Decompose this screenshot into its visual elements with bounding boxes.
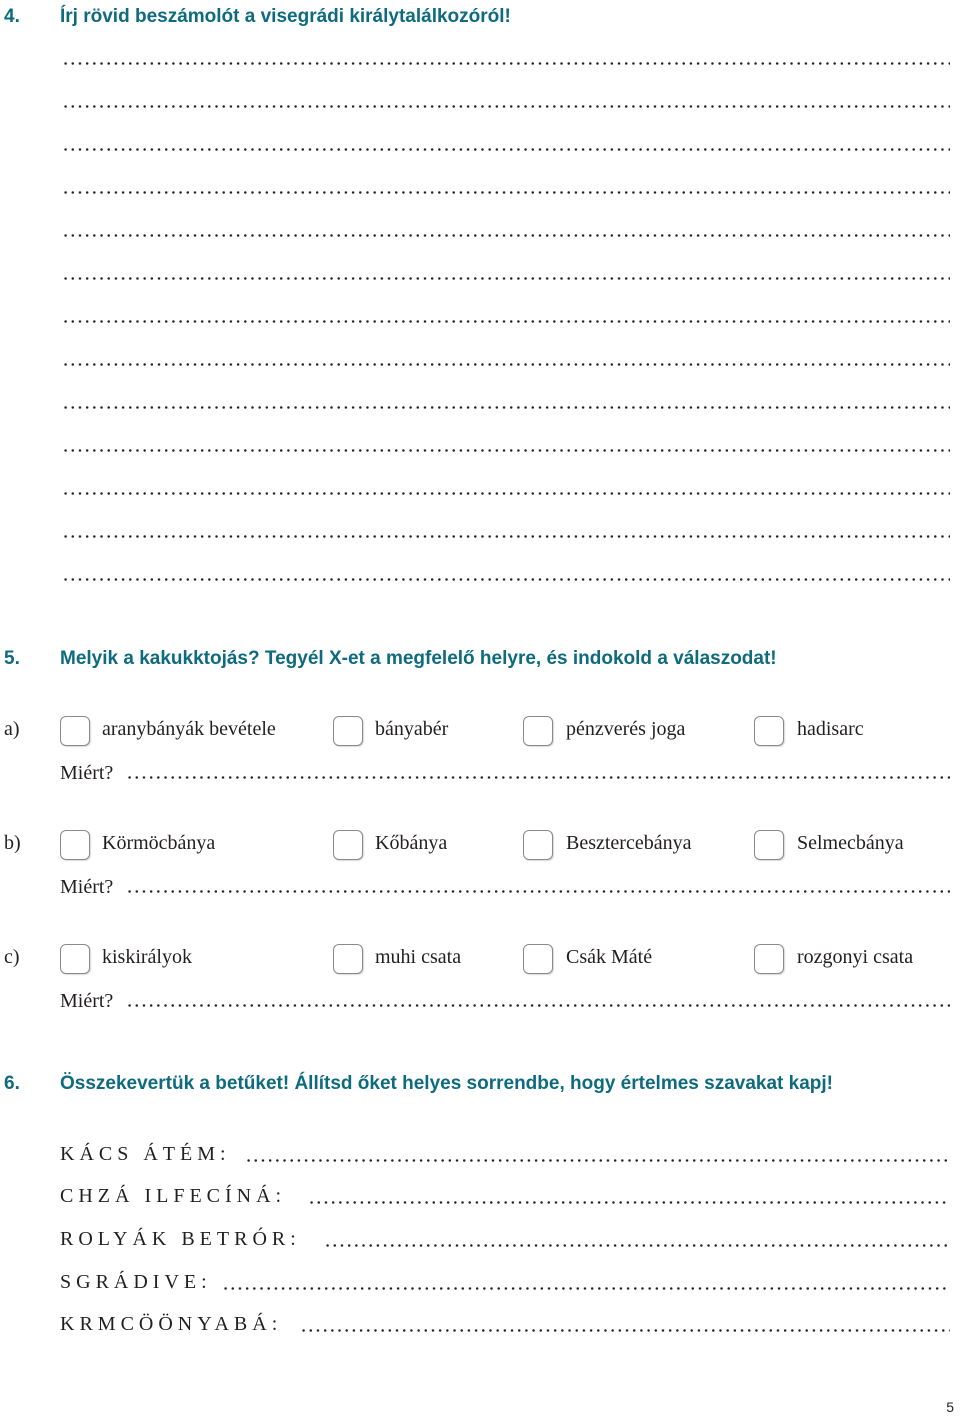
checkbox-a-1[interactable]: [60, 716, 90, 746]
row-b-label: b): [4, 832, 21, 854]
puzzle-2: CHZÁ ILFECÍNÁ:: [60, 1185, 287, 1207]
question-6-text: Összekevertük a betűket! Állítsd őket helyes sorrendbe, hogy értelmes szavakat kapj!: [60, 1073, 833, 1094]
page-number: 5: [946, 1399, 954, 1415]
answer-line[interactable]: [62, 578, 950, 581]
checkbox-a-2[interactable]: [333, 716, 363, 746]
checkbox-b-4[interactable]: [754, 830, 784, 860]
answer-line[interactable]: [62, 363, 950, 366]
option-b-4: Selmecbánya: [797, 832, 904, 854]
question-5-text: Melyik a kakukktojás? Tegyél X-et a megfelelő helyre, és indokold a válaszodat!: [60, 648, 777, 669]
puzzle-3-answer[interactable]: [324, 1244, 950, 1247]
why-label-c: Miért?: [60, 990, 114, 1012]
question-6-title: [4, 1073, 833, 1095]
why-label-b: Miért?: [60, 876, 114, 898]
checkbox-a-4[interactable]: [754, 716, 784, 746]
puzzle-4: SGRÁDIVE:: [60, 1271, 212, 1293]
option-b-3: Besztercebánya: [566, 832, 692, 854]
row-a-label: a): [4, 718, 20, 740]
puzzle-1-answer[interactable]: [245, 1159, 950, 1162]
answer-line[interactable]: [62, 62, 950, 65]
option-c-3: Csák Máté: [566, 946, 653, 968]
option-c-2: muhi csata: [375, 946, 462, 968]
option-a-2: bányabér: [375, 718, 449, 740]
option-a-3: pénzverés joga: [566, 718, 686, 740]
checkbox-b-1[interactable]: [60, 830, 90, 860]
question-6-number: 6.: [4, 1073, 20, 1094]
option-b-1: Körmöcbánya: [102, 832, 216, 854]
question-4-text: Írj rövid beszámolót a visegrádi királytalálkozóról!: [60, 6, 511, 27]
answer-line[interactable]: [62, 406, 950, 409]
row-c-label: c): [4, 946, 20, 968]
answer-line[interactable]: [62, 492, 950, 495]
puzzle-3: ROLYÁK BETRÓR:: [60, 1228, 301, 1250]
puzzle-4-answer[interactable]: [222, 1287, 950, 1290]
answer-line[interactable]: [62, 148, 950, 151]
answer-line[interactable]: [62, 449, 950, 452]
option-c-1: kiskirályok: [102, 946, 192, 968]
checkbox-b-3[interactable]: [523, 830, 553, 860]
puzzle-5-answer[interactable]: [300, 1329, 950, 1332]
option-a-1: aranybányák bevétele: [102, 718, 276, 740]
checkbox-c-2[interactable]: [333, 944, 363, 974]
puzzle-5: KRMCÖÖNYABÁ:: [60, 1313, 283, 1335]
option-c-4: rozgonyi csata: [797, 946, 914, 968]
checkbox-c-1[interactable]: [60, 944, 90, 974]
why-answer-b[interactable]: [126, 890, 950, 893]
checkbox-c-4[interactable]: [754, 944, 784, 974]
checkbox-c-3[interactable]: [523, 944, 553, 974]
question-4-title: [4, 6, 511, 28]
question-5-title: [4, 648, 777, 670]
answer-line[interactable]: [62, 234, 950, 237]
why-answer-c[interactable]: [126, 1004, 950, 1007]
checkbox-a-3[interactable]: [523, 716, 553, 746]
answer-line[interactable]: [62, 277, 950, 280]
answer-line[interactable]: [62, 320, 950, 323]
why-answer-a[interactable]: [126, 776, 950, 779]
answer-line[interactable]: [62, 105, 950, 108]
checkbox-b-2[interactable]: [333, 830, 363, 860]
puzzle-2-answer[interactable]: [308, 1201, 950, 1204]
answer-line[interactable]: [62, 191, 950, 194]
question-5-number: 5.: [4, 648, 20, 669]
option-b-2: Kőbánya: [375, 832, 448, 854]
puzzle-1: KÁCS ÁTÉM:: [60, 1143, 231, 1165]
question-4-number: 4.: [4, 6, 20, 27]
option-a-4: hadisarc: [797, 718, 864, 740]
answer-line[interactable]: [62, 535, 950, 538]
why-label-a: Miért?: [60, 762, 114, 784]
